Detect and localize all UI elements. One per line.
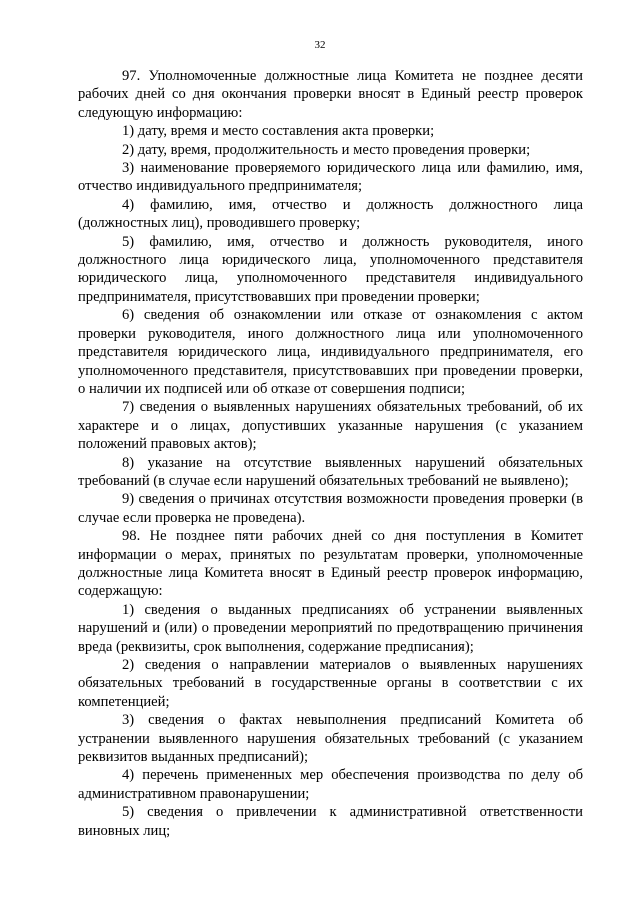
page-number: 32 [314, 39, 326, 51]
list-item-97-1: 1) дату, время и место составления акта проверки; [122, 123, 435, 140]
list-item-98-1: 1) сведения о выданных предписаниях об устранении выявленных нарушений и (или) о проведении мероприятий по предотвращению причинения вреда (реквизиты, срок выполнения, содержание предписания); [78, 601, 583, 655]
list-item-97-8: 8) указание на отсутствие выявленных нарушений обязательных требований (в случае если нарушений обязательных требований не выявлено); [78, 454, 583, 489]
list-item-97-2: 2) дату, время, продолжительность и место проведения проверки; [122, 141, 531, 158]
list-item-98-4: 4) перечень примененных мер обеспечения производства по делу об административном правонарушении; [78, 767, 583, 802]
list-item-98-3: 3) сведения о фактах невыполнения предписаний Комитета об устранении выявленного нарушения обязательных требований (с указанием реквизитов выданных предписаний); [78, 712, 583, 766]
paragraph-98-intro: 98. Не позднее пяти рабочих дней со дня поступления в Комитет информации о мерах, принятых по результатам проверки, уполномоченные должностные лица Комитета вносят в Единый реестр проверок информацию, содержащую: [78, 528, 583, 600]
document-body [78, 67, 583, 840]
list-item-98-2: 2) сведения о направлении материалов о выявленных нарушениях обязательных требований в государственные органы в соответствии с их компетенцией; [78, 657, 583, 710]
list-item-97-5: 5) фамилию, имя, отчество и должность руководителя, иного должностного лица юридического лица, уполномоченного представителя юридического лица, уполномоченного представителя индивидуального предпринимателя, присутствовавших при проведении проверки; [78, 233, 583, 305]
list-item-97-4: 4) фамилию, имя, отчество и должность должностного лица (должностных лиц), проводившего проверку; [78, 196, 583, 232]
list-item-97-7: 7) сведения о выявленных нарушениях обязательных требований, об их характере и о лицах, допустивших указанные нарушения (с указанием положений правовых актов); [78, 399, 583, 453]
list-item-97-6: 6) сведения об ознакомлении или отказе от ознакомления с актом проверки руководителя, иного должностного лица или уполномоченного представителя юридического лица, индивидуального предпринимателя, его уполномоченного представителя, присутствовавших при проведении проверки, о наличии их подписей или об отказе от совершения подписи; [78, 307, 583, 397]
list-item-97-3: 3) наименование проверяемого юридического лица или фамилию, имя, отчество индивидуального предпринимателя; [78, 160, 583, 195]
paragraph-97-intro: 97. Уполномоченные должностные лица Комитета не позднее десяти рабочих дней со дня окончания проверки вносят в Единый реестр проверок следующую информацию: [78, 68, 583, 121]
list-item-98-5: 5) сведения о привлечении к административной ответственности виновных лиц; [78, 804, 583, 839]
list-item-97-9: 9) сведения о причинах отсутствия возможности проведения проверки (в случае если проверка не проведена). [78, 491, 583, 526]
